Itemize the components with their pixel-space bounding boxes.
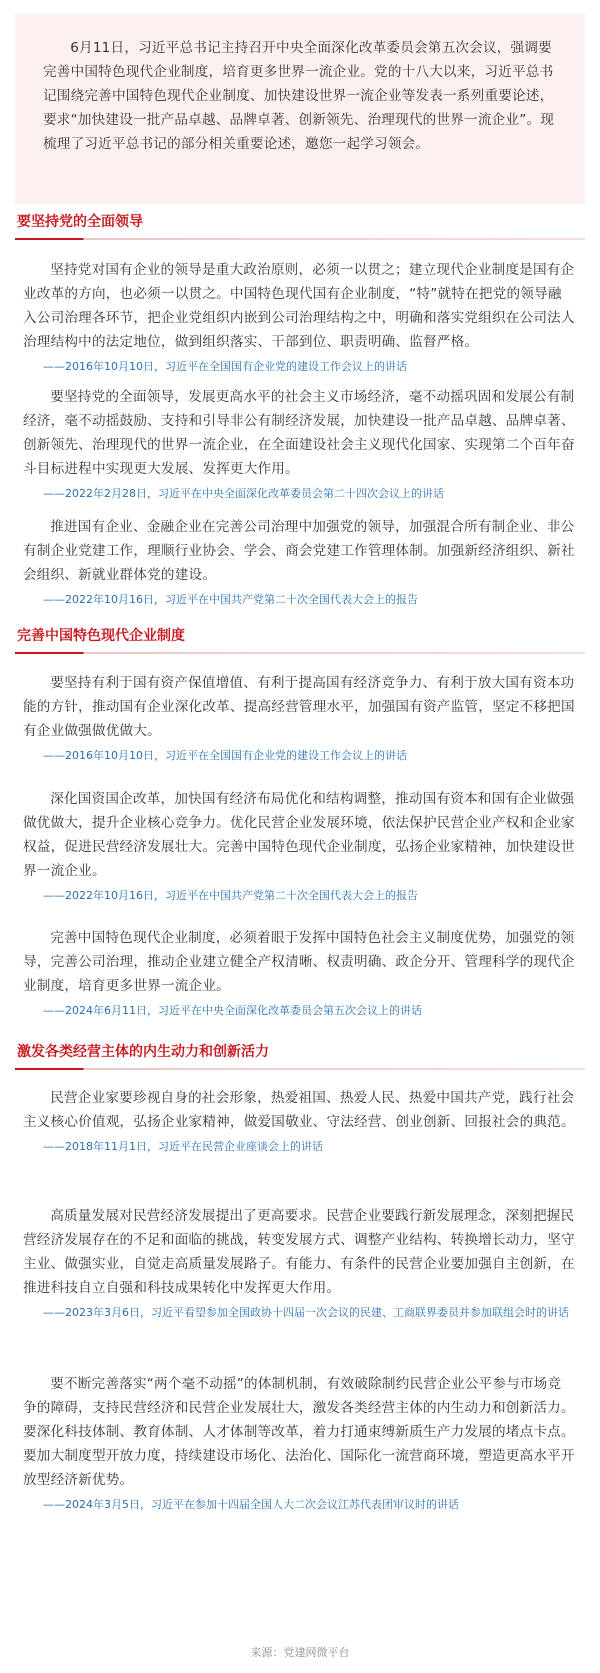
quote-source: ——2022年2月28日，习近平在中央全面深化改革委员会第二十四次会议上的讲话 [43,487,444,500]
quote-block [15,1204,585,1324]
section-header-3 [15,1040,585,1070]
intro-box [15,14,585,204]
section-divider [15,238,585,240]
quote-block [15,1372,585,1516]
quote-block [15,926,585,1022]
section-divider [15,652,585,654]
quote-text: 完善中国特色现代企业制度，必须着眼于发挥中国特色社会主义制度优势，加强党的领导，完善公司治理，推动企业建立健全产权清晰、权责明确、政企分开、管理科学的现代企业制度，培育更多世界一流企业。 [23,930,575,994]
section-title: 激发各类经营主体的内生动力和创新活力 [17,1044,269,1060]
quote-text: 要坚持党的全面领导，发展更高水平的社会主义市场经济，毫不动摇巩固和发展公有制经济，毫不动摇鼓励、支持和引导非公有制经济发展，加快建设一批产品卓越、品牌卓著、创新领先、治理现代的世界一流企业，在全面建设社会主义现代化国家、实现第二个百年奋斗目标进程中实现更大发展、发挥更大作用。 [23,389,575,477]
source-footer: 来源：党建网微平台 [250,1646,350,1659]
quote-text: 坚持党对国有企业的领导是重大政治原则，必须一以贯之；建立现代企业制度是国有企业改革的方向，也必须一以贯之。中国特色现代国有企业制度，“特”就特在把党的领导融入公司治理各环节，把企业党组织内嵌到公司治理结构之中，明确和落实党组织在公司法人治理结构中的法定地位，做到组织落实、干部到位、职责明确、监督严格。 [23,262,575,350]
quote-source: ——2022年10月16日，习近平在中国共产党第二十次全国代表大会上的报告 [43,593,418,606]
section-title: 完善中国特色现代企业制度 [17,628,185,644]
section-divider [15,1068,585,1070]
quote-text: 深化国资国企改革，加快国有经济布局优化和结构调整，推动国有资本和国有企业做强做优做大，提升企业核心竞争力。优化民营企业发展环境，依法保护民营企业产权和企业家权益，促进民营经济发展壮大。完善中国特色现代企业制度，弘扬企业家精神，加快建设世界一流企业。 [23,791,575,879]
quote-text: 高质量发展对民营经济发展提出了更高要求。民营企业要践行新发展理念，深刻把握民营经济发展存在的不足和面临的挑战，转变发展方式、调整产业结构、转换增长动力，坚守主业、做强实业，自觉走高质量发展路子。有能力、有条件的民营企业要加强自主创新，在推进科技自立自强和科技成果转化中发挥更大作用。 [23,1208,575,1296]
quote-source: ——2024年6月11日，习近平在中央全面深化改革委员会第五次会议上的讲话 [43,1004,422,1017]
quote-block [15,1086,585,1158]
quote-text: 推进国有企业、金融企业在完善公司治理中加强党的领导，加强混合所有制企业、非公有制企业党建工作，理顺行业协会、学会、商会党建工作管理体制。加强新经济组织、新社会组织、新就业群体党的建设。 [23,519,575,583]
quote-block [15,515,585,611]
quote-source: ——2023年3月6日，习近平看望参加全国政协十四届一次会议的民建、工商联界委员并参加联组会时的讲话 [43,1306,569,1319]
intro-text: 6月11日，习近平总书记主持召开中央全面深化改革委员会第五次会议，强调要完善中国特色现代企业制度，培育更多世界一流企业。党的十八大以来，习近平总书记围绕完善中国特色现代企业制度、加快建设世界一流企业等发表一系列重要论述，要求“加快建设一批产品卓越、品牌卓著、创新领先、治理现代的世界一流企业”。现梳理了习近平总书记的部分相关重要论述，邀您一起学习领会。 [43,40,555,152]
quote-source: ——2022年10月16日，习近平在中国共产党第二十次全国代表大会上的报告 [43,889,418,902]
quote-text: 要坚持有利于国有资产保值增值、有利于提高国有经济竞争力、有利于放大国有资本功能的方针，推动国有企业深化改革、提高经营管理水平，加强国有资产监管，坚定不移把国有企业做强做优做大。 [23,675,575,739]
quote-block [15,787,585,907]
section-header-2 [15,624,585,654]
quote-block [15,258,585,378]
quote-source: ——2018年11月1日，习近平在民营企业座谈会上的讲话 [43,1140,323,1153]
quote-text: 要不断完善落实“两个毫不动摇”的体制机制，有效破除制约民营企业公平参与市场竞争的障碍，支持民营经济和民营企业发展壮大，激发各类经营主体的内生动力和创新活力。要深化科技体制、教育体制、人才体制等改革，着力打通束缚新质生产力发展的堵点卡点。要加大制度型开放力度，持续建设市场化、法治化、国际化一流营商环境，塑造更高水平开放型经济新优势。 [23,1376,575,1488]
quote-source: ——2016年10月10日，习近平在全国国有企业党的建设工作会议上的讲话 [43,749,407,762]
quote-text: 民营企业家要珍视自身的社会形象，热爱祖国、热爱人民、热爱中国共产党，践行社会主义核心价值观，弘扬企业家精神，做爱国敬业、守法经营、创业创新、回报社会的典范。 [23,1090,575,1130]
quote-block [15,671,585,767]
quote-source: ——2024年3月5日，习近平在参加十四届全国人大二次会议江苏代表团审议时的讲话 [43,1498,459,1511]
quote-block [15,385,585,505]
section-header-1 [15,210,585,240]
section-title: 要坚持党的全面领导 [17,214,143,230]
quote-source: ——2016年10月10日，习近平在全国国有企业党的建设工作会议上的讲话 [43,360,407,373]
